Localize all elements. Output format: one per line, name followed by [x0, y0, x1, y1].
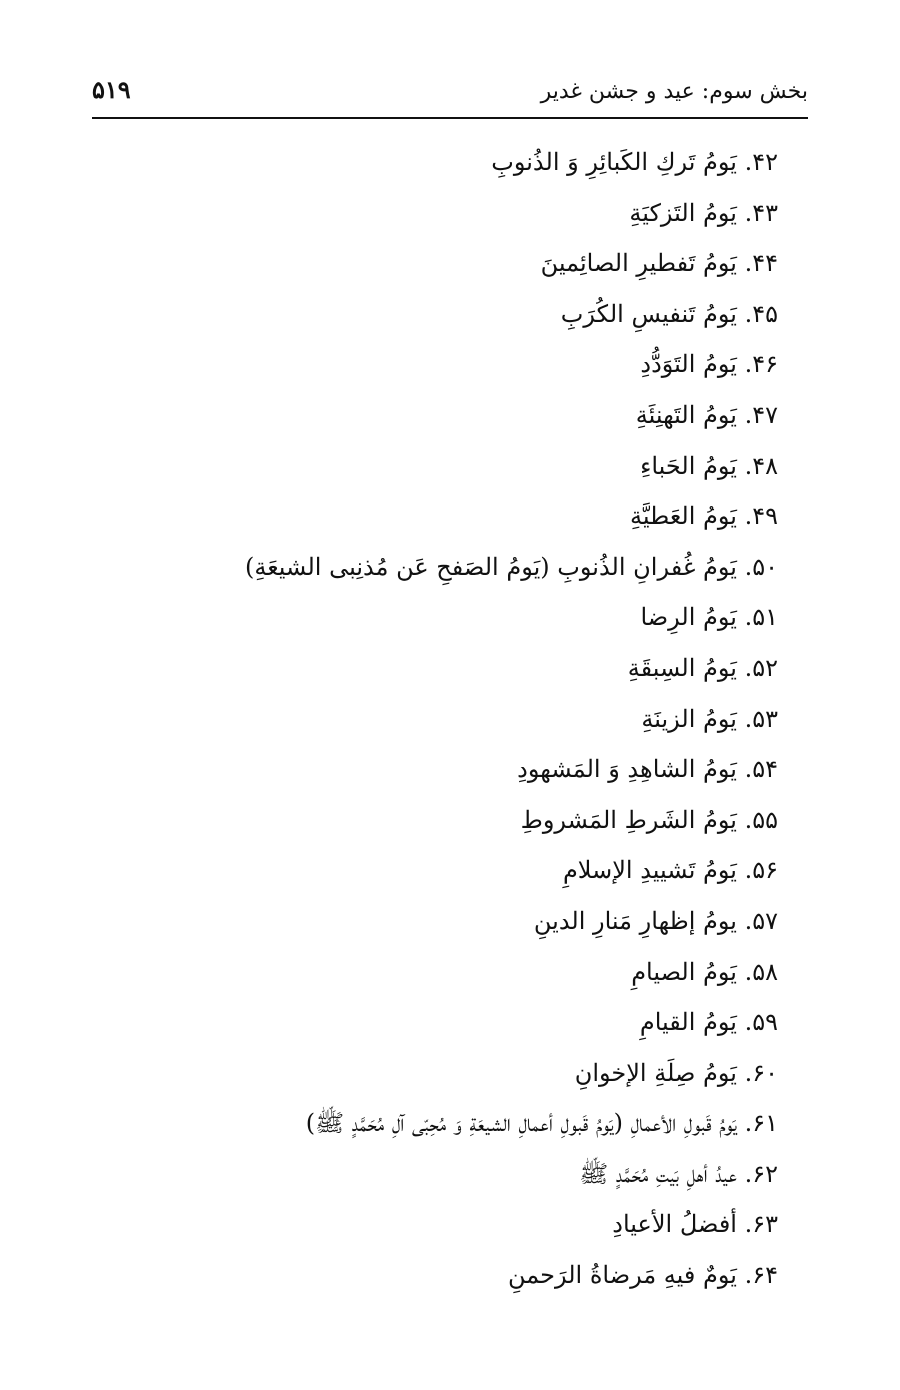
list-item: ۶۰. یَومُ صِلَةِ الإخوانِ [574, 1058, 778, 1087]
header-divider [92, 117, 808, 119]
list-item: ۶۴. یَومٌ فیهِ مَرضاةُ الرَحمنِ [507, 1261, 778, 1290]
page-number: ۵۱۹ [92, 75, 131, 104]
page-header [92, 66, 808, 116]
list-item: ۵۱. یَومُ الرِضا [640, 603, 778, 632]
list-item: ۶۳. أفضلُ الأعیادِ [612, 1210, 778, 1239]
list-item: ۵۳. یَومُ الزینَةِ [641, 704, 778, 733]
list-item: ۵۰. یَومُ غُفرانِ الذُنوبِ (یَومُ الصَفحِ عَن مُذنِبی الشیعَةِ) [245, 552, 778, 581]
list-item: ۴۵. یَومُ تَنفیسِ الكُرَبِ [560, 299, 778, 328]
section-title: بخش سوم: عید و جشن غدیر [540, 79, 808, 104]
list-item: ۴۸. یَومُ الحَباءِ [640, 451, 778, 480]
list-item: ۵۷. یومُ إظهارِ مَنارِ الدینِ [533, 906, 778, 935]
list-item: ۶۱. یَومُ قَبولِ الأعمالِ (یَومُ قَبولِ أعمالِ الشیعَةِ وَ مُحِبّی آلِ مُحَمَّدٍ ﷺ) [305, 1109, 778, 1138]
list-item: ۵۲. یَومُ السِبقَةِ [627, 653, 778, 682]
list-item: ۵۹. یَومُ القیامِ [639, 1008, 778, 1037]
list-item: ۴۴. یَومُ تَفطیرِ الصائِمینَ [540, 249, 778, 278]
list-item: ۴۶. یَومُ التَوَدُّدِ [640, 350, 778, 379]
names-list [158, 140, 778, 1304]
list-item: ۵۶. یَومُ تَشییدِ الإسلامِ [562, 856, 778, 885]
list-item: ۴۹. یَومُ العَطیَّةِ [630, 502, 778, 531]
list-item: ۴۲. یَومُ تَركِ الكَبائِرِ وَ الذُنوبِ [491, 148, 778, 176]
list-item: ۴۳. یَومُ التَزكیَةِ [629, 198, 778, 227]
list-item: ۴۷. یَومُ التَهنِئَةِ [635, 400, 778, 429]
list-item: ۵۴. یَومُ الشاهِدِ وَ المَشهودِ [517, 755, 778, 784]
list-item: ۶۲. عیدُ أهلِ بَیتِ مُحَمَّدٍ ﷺ [579, 1159, 778, 1188]
list-item: ۵۸. یَومُ الصیامِ [631, 957, 778, 986]
list-item: ۵۵. یَومُ الشَرطِ المَشروطِ [520, 805, 778, 834]
